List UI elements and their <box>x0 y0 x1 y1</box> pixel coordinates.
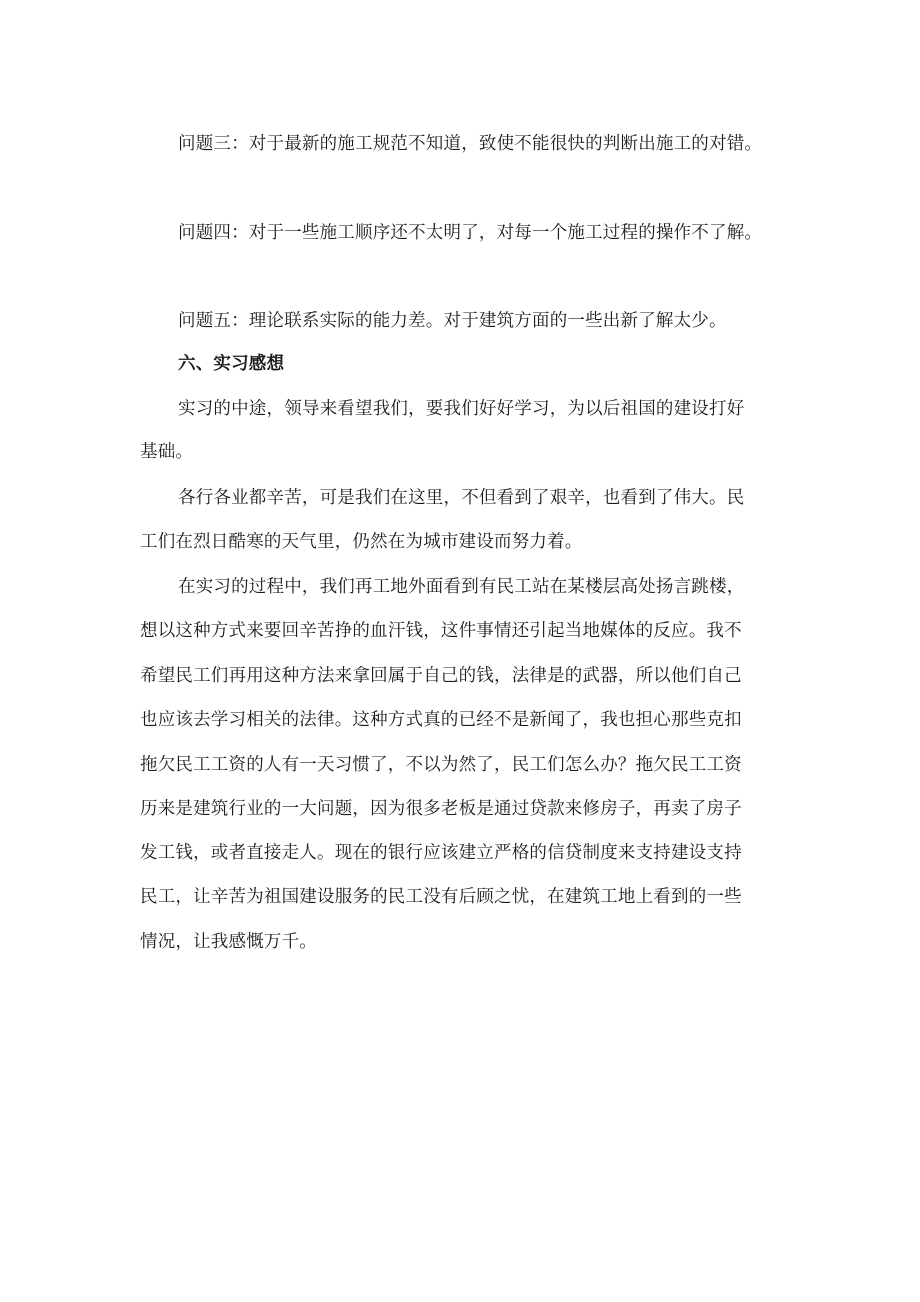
paragraph3-line9: 情况，让我感慨万千。 <box>140 932 317 952</box>
paragraph3-line6: 历来是建筑行业的一大问题，因为很多老板是通过贷款来修房子，再卖了房子 <box>140 799 742 819</box>
paragraph2-line2: 工们在烈日酷寒的天气里，仍然在为城市建设而努力着。 <box>140 532 583 552</box>
problem-five: 问题五：理论联系实际的能力差。对于建筑方面的一些出新了解太少。 <box>178 311 727 331</box>
paragraph3-line4: 也应该去学习相关的法律。这种方式真的已经不是新闻了，我也担心那些克扣 <box>140 710 742 730</box>
problem-three: 问题三：对于最新的施工规范不知道，致使不能很快的判断出施工的对错。 <box>178 134 763 154</box>
paragraph3-line5: 拖欠民工工资的人有一天习惯了，不以为然了，民工们怎么办？拖欠民工工资 <box>140 755 742 775</box>
paragraph3-line8: 民工，让辛苦为祖国建设服务的民工没有后顾之忧，在建筑工地上看到的一些 <box>140 887 742 907</box>
paragraph2-line1: 各行各业都辛苦，可是我们在这里，不但看到了艰辛，也看到了伟大。民 <box>178 488 745 508</box>
problem-four: 问题四：对于一些施工顺序还不太明了，对每一个施工过程的操作不了解。 <box>178 223 763 243</box>
paragraph3-line7: 发工钱，或者直接走人。现在的银行应该建立严格的信贷制度来支持建设支持 <box>140 843 742 863</box>
section-heading: 六、实习感想 <box>178 354 285 374</box>
paragraph3-line1: 在实习的过程中，我们再工地外面看到有民工站在某楼层高处扬言跳楼， <box>178 577 745 597</box>
paragraph3-line3: 希望民工们再用这种方法来拿回属于自己的钱，法律是的武器，所以他们自己 <box>140 666 742 686</box>
paragraph3-line2: 想以这种方式来要回辛苦挣的血汗钱，这件事情还引起当地媒体的反应。我不 <box>140 621 742 641</box>
paragraph1-line1: 实习的中途，领导来看望我们，要我们好好学习，为以后祖国的建设打好 <box>178 399 745 419</box>
paragraph1-line2: 基础。 <box>140 442 194 462</box>
